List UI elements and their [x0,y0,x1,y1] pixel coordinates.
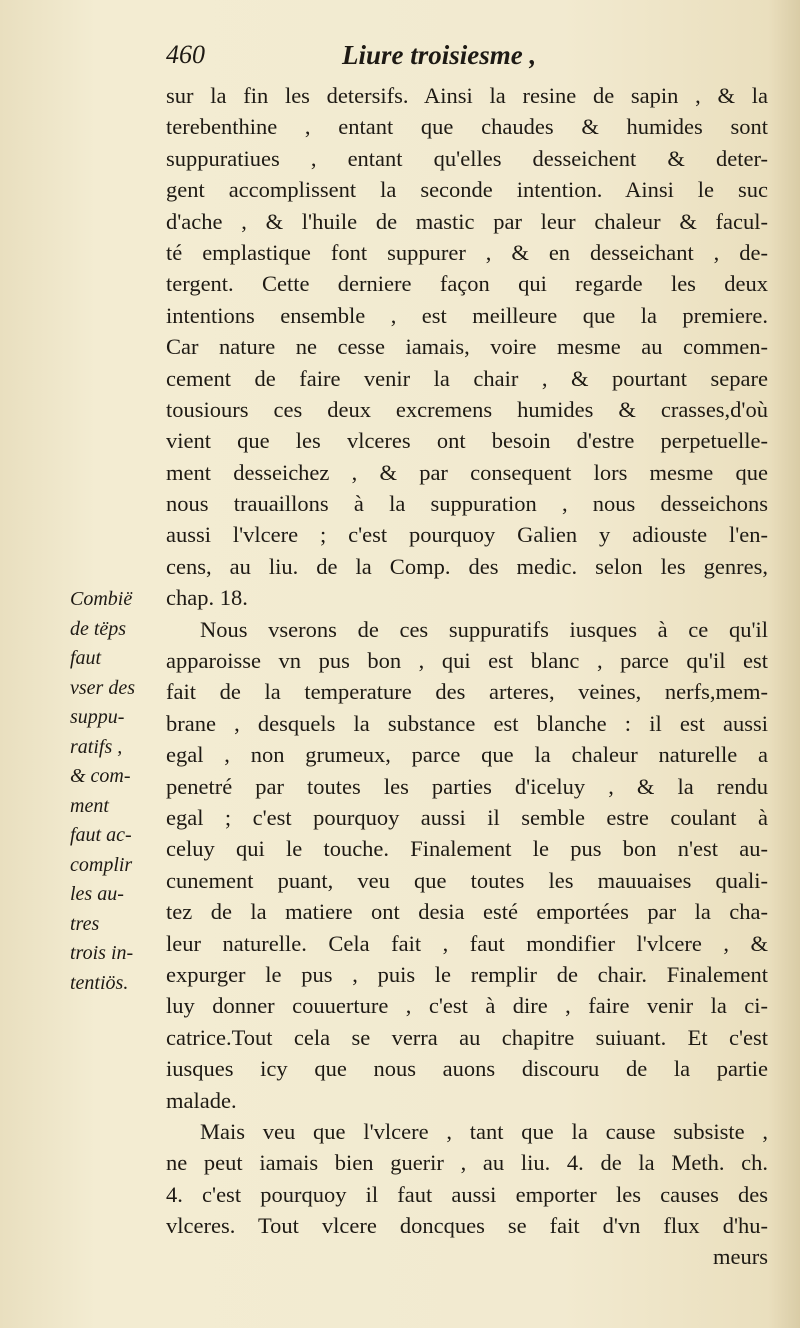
marginal-line: faut [70,647,102,669]
text-line: malade. [166,1087,237,1113]
text-line: aussi l'vlcere ; c'est pourquoy Galien y adiouste l'en- [166,522,768,548]
marginal-line: tres [70,912,100,935]
text-line: vient que les vlceres ont besoin d'estre perpetuelle- [166,428,768,454]
text-line: Mais veu que l'vlcere , tant que la cause subsiste , [200,1118,768,1144]
text-line: ne peut iamais bien guerir , au liu. 4. de la Meth. ch. [166,1150,768,1176]
text-line: cens, au liu. de la Comp. des medic. selon les genres, [166,553,768,579]
text-line: tousiours ces deux excremens humides & crasses,d'où [166,396,768,422]
text-line: brane , desquels la substance est blanche : il est aussi [166,710,768,736]
text-line: ment desseichez , & par consequent lors mesme que [166,459,768,485]
text-line: 4. c'est pourquoy il faut aussi emporter les causes des [166,1181,768,1207]
marginal-line: Combië [70,588,133,610]
page-number: 460 [166,40,205,69]
text-line: té emplastique font suppurer , & en desseichant , de- [166,239,768,265]
text-line: iusques icy que nous auons discouru de la partie [166,1056,768,1082]
text-line: luy donner couuerture , c'est à dire , faire venir la ci- [166,993,768,1019]
marginal-line: complir [70,853,133,876]
text-line: sur la fin les detersifs. Ainsi la resine de sapin , & la [166,83,768,108]
catchword: meurs [713,1244,768,1270]
text-line: Nous vserons de ces suppuratifs iusques à ce qu'il [200,616,768,642]
marginal-line: & com- [70,765,131,787]
running-title: Liure troisiesme , [342,40,537,70]
text-line: Car nature ne cesse iamais, voire mesme au commen- [166,334,768,360]
body-text [166,80,768,1273]
marginal-line: trois in- [70,942,134,964]
text-line: cement de faire venir la chair , & pourtant separe [166,365,768,391]
marginal-line: les au- [70,883,124,905]
text-line: vlceres. Tout vlcere doncques se fait d'vn flux d'hu- [166,1213,768,1239]
text-line: egal ; c'est pourquoy aussi il semble estre coulant à [166,804,768,830]
text-line: cunement puant, veu que toutes les mauuaises quali- [166,867,768,893]
text-line: suppuratiues , entant qu'elles desseichent & deter- [166,145,768,171]
text-line: expurger le pus , puis le remplir de chair. Finalement [166,961,768,987]
text-line: penetré par toutes les parties d'iceluy , & la rendu [166,773,768,799]
marginal-line: faut ac- [70,824,132,846]
marginal-line: tentiös. [70,971,129,994]
text-line: d'ache , & l'huile de mastic par leur chaleur & facul- [166,208,768,234]
text-line: nous trauaillons à la suppuration , nous desseichons [166,491,768,517]
text-line: gent accomplissent la seconde intention. Ainsi le suc [166,177,768,203]
text-line: tergent. Cette derniere façon qui regarde les deux [166,271,768,297]
marginal-note [70,585,166,998]
text-line: apparoisse vn pus bon , qui est blanc , parce qu'il est [166,648,768,674]
text-line: catrice.Tout cela se verra au chapitre suiuant. Et c'est [166,1024,768,1050]
text-line: leur naturelle. Cela fait , faut mondifier l'vlcere , & [166,930,768,956]
text-line: egal , non grumeux, parce que la chaleur naturelle a [166,742,768,768]
text-line: chap. 18. [166,585,248,611]
marginal-line: ment [70,794,109,817]
marginal-line: ratifs , [70,735,123,758]
page-header [166,40,768,80]
marginal-line: suppu- [70,706,125,728]
text-line: tez de la matiere ont desia esté emportées par la cha- [166,899,768,925]
marginal-line: de tëps [70,617,127,640]
text-line: terebenthine , entant que chaudes & humides sont [166,114,768,140]
marginal-line: vser des [70,676,135,699]
text-line: intentions ensemble , est meilleure que la premiere. [166,302,768,328]
text-line: celuy qui le touche. Finalement le pus bon n'est au- [166,836,768,862]
text-line: fait de la temperature des arteres, veines, nerfs,mem- [166,679,768,705]
